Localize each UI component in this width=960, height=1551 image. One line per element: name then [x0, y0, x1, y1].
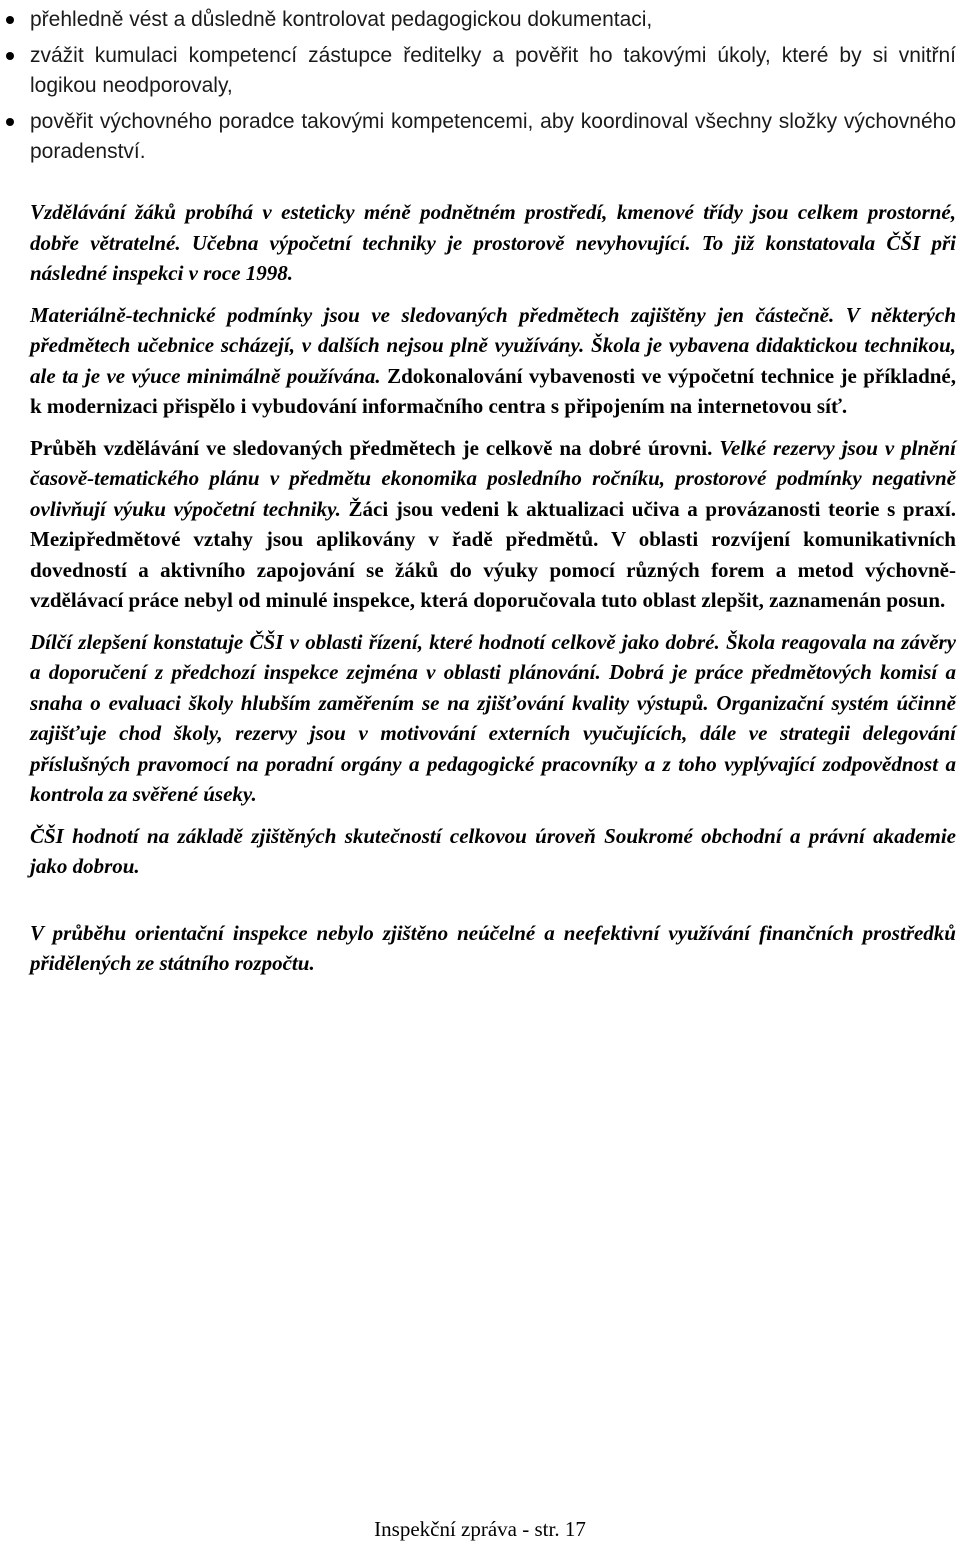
paragraph-text: Vzdělávání žáků probíhá v esteticky méně podnětném prostředí, kmenové třídy jsou celkem prostorné, dobře větratelné. Učebna výpočetní techniky je prostorově nevyhovující. To již konstatovala ČŠI při následné inspekci v roce 1998.: [30, 200, 956, 285]
paragraph-text-upright: Žáci jsou vedeni k aktualizaci učiva a provázanosti teorie s praxí. Mezipředmětové vztahy jsou aplikovány v řadě předmětů. V oblasti rozvíjení komunikativních dovedností a aktivního zapojování se žáků do výuky pomocí různých forem a metod výchovně-vzdělávací práce nebyl od minulé inspekce, která doporučovala tuto oblast zlepšit, zaznamenán posun.: [30, 496, 957, 612]
list-item: [30, 5, 956, 35]
list-item-text: zvážit kumulaci kompetencí zástupce ředitelky a pověřit ho takovými úkoly, které by si vnitřní logikou neodporovaly,: [30, 44, 956, 97]
paragraph-text-italic: Velké rezervy jsou v plnění časově-tematického plánu v předmětu ekonomika posledního ročníku, prostorové podmínky negativně ovlivňují výuku výpočetní techniky.: [30, 435, 957, 521]
page-footer: [0, 1516, 960, 1542]
bullet-icon: [6, 118, 14, 126]
paragraph-management: [30, 627, 956, 810]
document-page: [30, 0, 956, 979]
list-item-text: pověřit výchovného poradce takovými kompetencemi, aby koordinoval všechny složky výchovného poradenství.: [30, 110, 956, 163]
recommendation-list: [30, 5, 956, 167]
paragraph-overall-rating: [30, 821, 956, 882]
paragraph-text-italic: Materiálně-technické podmínky jsou ve sledovaných předmětech zajištěny jen částečně. V některých předmětech učebnice scházejí, v dalších nejsou plně využívány. Škola je vybavena didaktickou technikou, ale ta je ve výuce minimálně používána.: [30, 302, 956, 388]
list-item: [30, 41, 956, 101]
list-item-text: přehledně vést a důsledně kontrolovat pedagogickou dokumentaci,: [30, 8, 653, 31]
paragraph-material-conditions: [30, 300, 956, 422]
paragraph-finances: [30, 918, 956, 979]
paragraph-text-italic: ČŠI hodnotí na základě zjištěných skutečností celkovou úroveň Soukromé obchodní a právní akademie jako dobrou.: [30, 823, 956, 878]
paragraph-text-upright: Průběh vzdělávání ve sledovaných předmětech je celkově na dobré úrovni.: [30, 435, 713, 460]
bullet-icon: [6, 52, 14, 60]
paragraph-environment: [30, 197, 956, 289]
paragraph-text-upright: Zdokonalování vybavenosti ve výpočetní technice je příkladné, k modernizaci přispělo i vybudování informačního centra s připojením na internetovou síť.: [30, 363, 956, 418]
paragraph-text-italic: Dílčí zlepšení konstatuje ČŠI v oblasti řízení, které hodnotí celkově jako dobré. Škola reagovala na závěry a doporučení z předchozí inspekce zejména v oblasti plánování. Dobrá je práce předmětových komisí a snaha o evaluaci školy hlubším zaměřením se na zjišťování kvality výstupů. Organizační systém účinně zajišťuje chod školy, rezervy jsou v motivování externích vyučujících, dále ve strategii delegování příslušných pravomocí na poradní orgány a pedagogické pracovníky a z toho vyplývající zodpovědnost a kontrola za svěřené úseky.: [30, 629, 956, 806]
page-number-label: Inspekční zpráva - str. 17: [374, 1517, 586, 1541]
list-item: [30, 107, 956, 167]
bullet-icon: [6, 16, 14, 24]
paragraph-education-process: [30, 433, 956, 616]
paragraph-text-italic: V průběhu orientační inspekce nebylo zjištěno neúčelné a neefektivní využívání finančních prostředků přidělených ze státního rozpočtu.: [30, 920, 956, 975]
